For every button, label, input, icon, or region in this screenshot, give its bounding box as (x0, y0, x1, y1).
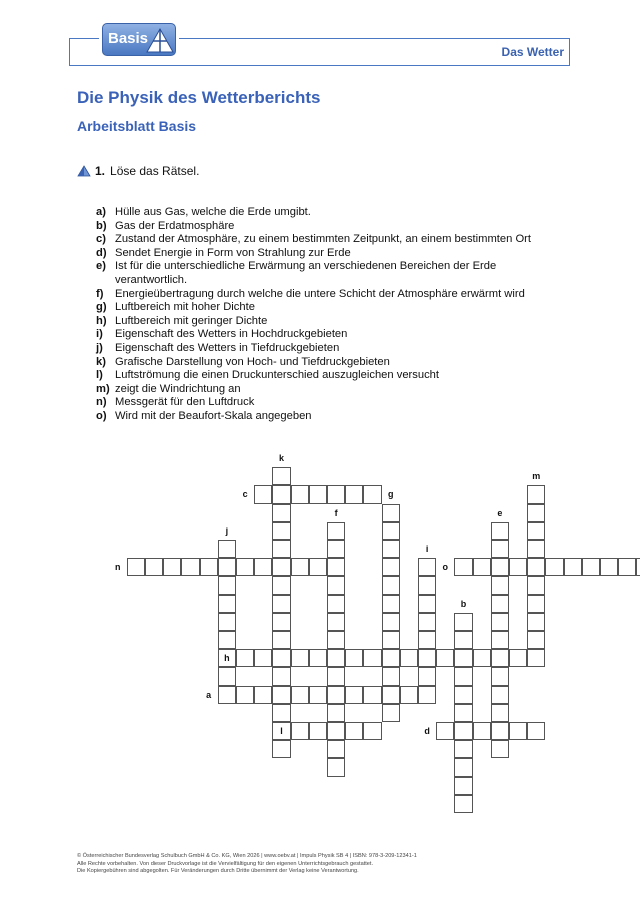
crossword-cell[interactable] (418, 558, 436, 576)
crossword-cell[interactable] (327, 704, 345, 722)
clue-text: Eigenschaft des Wetters in Hochdruckgebieten (115, 328, 348, 341)
crossword-cell[interactable] (527, 631, 545, 649)
clue-text: Eigenschaft des Wetters in Tiefdruckgebieten (115, 341, 340, 354)
crossword-cell[interactable] (327, 613, 345, 631)
clue-marker-i: i (425, 544, 429, 555)
clue-letter: e) (96, 260, 106, 273)
crossword-cell[interactable] (309, 485, 327, 503)
crossword-cell[interactable] (527, 485, 545, 503)
crossword-cell[interactable] (454, 631, 472, 649)
crossword-cell[interactable] (254, 649, 272, 667)
page-title: Die Physik des Wetterberichts (77, 88, 321, 107)
crossword-cell[interactable] (327, 758, 345, 776)
crossword-cell[interactable] (527, 504, 545, 522)
clue-letter: h) (96, 314, 107, 327)
clue-item (96, 260, 566, 287)
crossword-cell[interactable] (491, 576, 509, 594)
clue-text: Energieübertragung durch welche die untere Schicht der Atmosphäre erwärmt wird (115, 287, 525, 300)
clue-text: zeigt die Windrichtung an (115, 382, 241, 395)
clue-letter: g) (96, 301, 107, 314)
crossword-cell[interactable] (327, 722, 345, 740)
crossword-cell[interactable] (454, 558, 472, 576)
clue-item (96, 410, 566, 424)
clue-marker-b: b (460, 598, 467, 609)
clue-marker-o: o (442, 562, 449, 573)
crossword-cell[interactable] (454, 649, 472, 667)
crossword-cell[interactable] (400, 649, 418, 667)
crossword-cell[interactable] (582, 558, 600, 576)
crossword-cell[interactable] (473, 558, 491, 576)
clue-item (96, 288, 566, 302)
crossword-cell[interactable] (327, 522, 345, 540)
footer-fees: Die Kopiergebühren sind abgegolten. Für Veränderungen durch Dritte übernimmt der Verlag keine Verantwortung. (77, 868, 359, 875)
crossword-cell[interactable] (345, 686, 363, 704)
crossword-cell[interactable] (272, 667, 290, 685)
crossword-cell[interactable] (327, 540, 345, 558)
crossword-cell[interactable] (418, 613, 436, 631)
crossword-cell[interactable] (382, 540, 400, 558)
crossword-cell[interactable] (382, 667, 400, 685)
crossword-cell[interactable] (218, 613, 236, 631)
crossword-cell[interactable] (400, 686, 418, 704)
clue-letter: j) (96, 341, 103, 354)
crossword-cell[interactable] (345, 485, 363, 503)
pyramid-icon (145, 27, 175, 54)
crossword-cell[interactable] (363, 722, 381, 740)
clue-text: Zustand der Atmosphäre, zu einem bestimmten Zeitpunkt, an einem bestimmten Ort (115, 233, 531, 246)
clue-item (96, 233, 566, 247)
crossword-cell[interactable] (454, 613, 472, 631)
crossword-cell[interactable] (527, 649, 545, 667)
crossword-cell[interactable] (272, 558, 290, 576)
crossword-cell[interactable] (272, 595, 290, 613)
crossword-cell[interactable] (527, 540, 545, 558)
clue-marker-l: l (280, 726, 283, 737)
clue-text: Gas der Erdatmosphäre (115, 219, 235, 232)
crossword-cell[interactable] (272, 740, 290, 758)
crossword-cell[interactable] (309, 649, 327, 667)
crossword-cell[interactable] (309, 558, 327, 576)
crossword-cell[interactable] (382, 576, 400, 594)
crossword-cell[interactable] (454, 686, 472, 704)
crossword-cell[interactable] (527, 722, 545, 740)
crossword-cell[interactable] (327, 631, 345, 649)
crossword-cell[interactable] (491, 667, 509, 685)
crossword-cell[interactable] (491, 722, 509, 740)
crossword-cell[interactable] (418, 667, 436, 685)
logo-text: Basis (108, 30, 149, 47)
crossword-cell[interactable] (254, 558, 272, 576)
clue-marker-d: d (424, 726, 430, 737)
crossword-cell[interactable] (363, 485, 381, 503)
clue-letter: c) (96, 233, 106, 246)
clue-marker-k: k (278, 453, 284, 464)
clue-marker-n: n (114, 562, 121, 573)
task-text: Löse das Rätsel. (110, 164, 200, 178)
crossword-cell[interactable] (491, 613, 509, 631)
crossword-cell[interactable] (527, 576, 545, 594)
crossword-cell[interactable] (564, 558, 582, 576)
crossword-cell[interactable] (418, 649, 436, 667)
crossword-cell[interactable] (218, 576, 236, 594)
clue-marker-j: j (225, 525, 229, 536)
footer (77, 853, 557, 876)
clue-item (96, 328, 566, 342)
crossword-cell[interactable] (163, 558, 181, 576)
clue-letter: m) (96, 382, 110, 395)
crossword-cell[interactable] (600, 558, 618, 576)
crossword-cell[interactable] (218, 595, 236, 613)
clue-text: Luftbereich mit hoher Dichte (115, 301, 255, 314)
clue-text: Messgerät für den Luftdruck (115, 396, 255, 409)
crossword-cell[interactable] (509, 558, 527, 576)
crossword-cell[interactable] (382, 631, 400, 649)
crossword-cell[interactable] (181, 558, 199, 576)
crossword-cell[interactable] (454, 795, 472, 813)
crossword-cell[interactable] (418, 595, 436, 613)
crossword-cell[interactable] (509, 722, 527, 740)
crossword-cell[interactable] (473, 649, 491, 667)
clue-text: Hülle aus Gas, welche die Erde umgibt. (115, 206, 311, 218)
clue-marker-m: m (532, 471, 541, 482)
clue-marker-e: e (497, 507, 503, 518)
clue-text: Ist für die unterschiedliche Erwärmung an verschiedenen Bereichen der Erde verantwortlich. (115, 260, 497, 286)
crossword-cell[interactable] (418, 631, 436, 649)
crossword-cell[interactable] (327, 595, 345, 613)
clue-text: Wird mit der Beaufort-Skala angegeben (115, 409, 312, 422)
basis-logo (99, 21, 179, 58)
crossword-cell[interactable] (527, 613, 545, 631)
crossword-cell[interactable] (236, 558, 254, 576)
crossword-cell[interactable] (291, 649, 309, 667)
footer-rights: Alle Rechte vorbehalten. Von dieser Druckvorlage ist die Vervielfältigung für den eigenen Unterrichtsgebrauch gestattet. (77, 860, 374, 867)
crossword-cell[interactable] (272, 485, 290, 503)
clue-item (96, 383, 566, 397)
crossword-cell[interactable] (491, 540, 509, 558)
clue-marker-f: f (334, 507, 338, 518)
crossword-cell[interactable] (309, 686, 327, 704)
task-instruction (77, 164, 199, 178)
crossword-cell[interactable] (382, 649, 400, 667)
crossword-cell[interactable] (491, 740, 509, 758)
crossword-cell[interactable] (327, 740, 345, 758)
crossword-cell[interactable] (291, 485, 309, 503)
clue-letter: n) (96, 396, 107, 409)
crossword-cell[interactable] (345, 649, 363, 667)
crossword-cell[interactable] (327, 649, 345, 667)
crossword-cell[interactable] (491, 595, 509, 613)
crossword-cell[interactable] (436, 722, 454, 740)
crossword-cell[interactable] (418, 686, 436, 704)
crossword-cell[interactable] (382, 558, 400, 576)
crossword-cell[interactable] (236, 686, 254, 704)
crossword-cell[interactable] (327, 485, 345, 503)
crossword-cell[interactable] (491, 686, 509, 704)
crossword-cell[interactable] (345, 722, 363, 740)
crossword-cell[interactable] (272, 649, 290, 667)
crossword-cell[interactable] (454, 667, 472, 685)
crossword-cell[interactable] (272, 467, 290, 485)
clue-text: Luftströmung die einen Druckunterschied auszugleichen versucht (115, 369, 440, 382)
crossword-cell[interactable] (509, 649, 527, 667)
clue-letter: a) (96, 206, 106, 218)
crossword-cell[interactable] (200, 558, 218, 576)
crossword-cell[interactable] (272, 540, 290, 558)
clue-item (96, 342, 566, 356)
clue-letter: d) (96, 246, 107, 259)
crossword-cell[interactable] (218, 540, 236, 558)
clue-letter: o) (96, 409, 107, 422)
clue-item (96, 369, 566, 383)
crossword-cell[interactable] (218, 686, 236, 704)
crossword-cell[interactable] (418, 576, 436, 594)
crossword-cell[interactable] (127, 558, 145, 576)
crossword-cell[interactable] (527, 522, 545, 540)
crossword-cell[interactable] (491, 631, 509, 649)
crossword-cell[interactable] (291, 686, 309, 704)
clue-item (96, 220, 566, 234)
clue-letter: l) (96, 369, 103, 382)
crossword-cell[interactable] (272, 704, 290, 722)
clue-text: Grafische Darstellung von Hoch- und Tiefdruckgebieten (115, 355, 390, 368)
crossword-cell[interactable] (327, 667, 345, 685)
crossword-cell[interactable] (291, 558, 309, 576)
clue-item (96, 247, 566, 261)
crossword-cell[interactable] (454, 704, 472, 722)
crossword-cell[interactable] (218, 631, 236, 649)
crossword-cell[interactable] (454, 740, 472, 758)
clue-marker-g: g (387, 489, 394, 500)
clue-marker-c: c (242, 489, 248, 500)
crossword-cell[interactable] (454, 758, 472, 776)
clue-letter: i) (96, 328, 103, 341)
footer-copyright: © Österreichischer Bundesverlag Schulbuch GmbH & Co. KG, Wien 2026 | www.oebv.at | Impuls Physik SB 4 | ISBN: 978-3-209-12341-1 (77, 853, 417, 859)
section-label: Das Wetter (501, 45, 564, 59)
clue-item (96, 396, 566, 410)
clue-list (96, 206, 566, 424)
crossword-cell[interactable] (382, 595, 400, 613)
crossword-cell[interactable] (291, 722, 309, 740)
clue-letter: b) (96, 219, 107, 232)
crossword-cell[interactable] (545, 558, 563, 576)
crossword-cell[interactable] (236, 649, 254, 667)
crossword-cell[interactable] (527, 595, 545, 613)
crossword-cell[interactable] (491, 558, 509, 576)
clue-letter: k) (96, 355, 106, 368)
crossword-cell[interactable] (436, 649, 454, 667)
crossword-cell[interactable] (491, 649, 509, 667)
crossword-cell[interactable] (272, 522, 290, 540)
page-subtitle: Arbeitsblatt Basis (77, 118, 197, 134)
crossword-cell[interactable] (363, 649, 381, 667)
clue-text: Sendet Energie in Form von Strahlung zur Erde (115, 246, 351, 259)
clue-marker-a: a (206, 689, 212, 700)
crossword-cell[interactable] (327, 558, 345, 576)
clue-letter: f) (96, 287, 104, 300)
crossword-cell[interactable] (382, 522, 400, 540)
crossword-cell[interactable] (327, 576, 345, 594)
crossword-cell[interactable] (363, 686, 381, 704)
clue-item (96, 356, 566, 370)
pyramid-icon (77, 165, 91, 177)
crossword-cell[interactable] (382, 686, 400, 704)
crossword-cell[interactable] (309, 722, 327, 740)
crossword-cell[interactable] (272, 613, 290, 631)
crossword-cell[interactable] (382, 613, 400, 631)
clue-marker-h: h (224, 653, 230, 664)
crossword-cell[interactable] (272, 576, 290, 594)
crossword-cell[interactable] (218, 558, 236, 576)
crossword-cell[interactable] (254, 686, 272, 704)
crossword-cell[interactable] (454, 777, 472, 795)
crossword-cell[interactable] (491, 522, 509, 540)
crossword-cell[interactable] (272, 504, 290, 522)
crossword-cell[interactable] (218, 667, 236, 685)
clue-text: Luftbereich mit geringer Dichte (115, 314, 268, 327)
clue-item (96, 206, 566, 220)
crossword-cell[interactable] (618, 558, 636, 576)
crossword-cell[interactable] (382, 504, 400, 522)
crossword-cell[interactable] (272, 686, 290, 704)
crossword-cell[interactable] (636, 558, 640, 576)
crossword-cell[interactable] (454, 722, 472, 740)
clue-item (96, 315, 566, 329)
clue-item (96, 301, 566, 315)
crossword-cell[interactable] (491, 704, 509, 722)
crossword-cell[interactable] (272, 631, 290, 649)
crossword-cell[interactable] (473, 722, 491, 740)
crossword-cell[interactable] (254, 485, 272, 503)
crossword-cell[interactable] (382, 704, 400, 722)
crossword-cell[interactable] (527, 558, 545, 576)
crossword-cell[interactable] (145, 558, 163, 576)
task-number: 1. (95, 164, 106, 178)
crossword-cell[interactable] (327, 686, 345, 704)
